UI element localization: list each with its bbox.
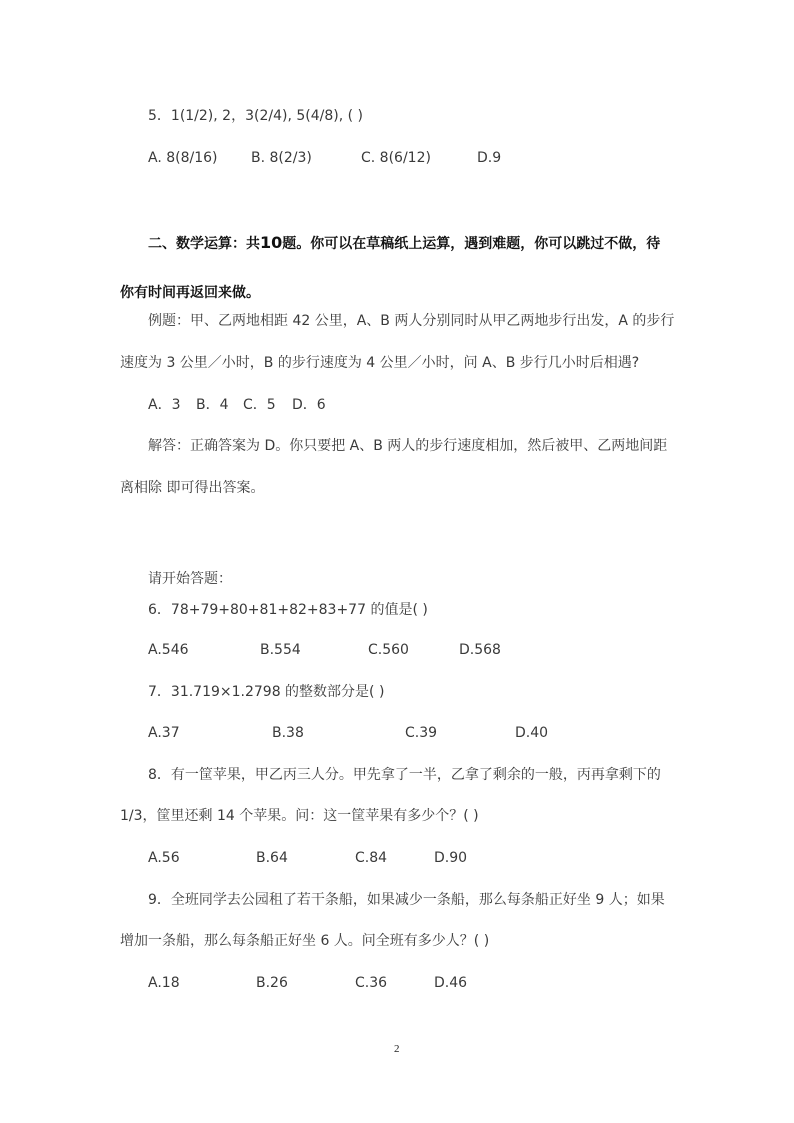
q6-option-c: C.560	[368, 642, 409, 658]
example-answer-line1: 解答：正确答案为 D。你只要把 A、B 两人的步行速度相加，然后被甲、乙两地间距	[148, 438, 668, 454]
q8-line1: 8．有一筐苹果，甲乙丙三人分。甲先拿了一半，乙拿了剩余的一般，丙再拿剩下的	[148, 767, 661, 783]
q5-option-b: B. 8(2/3)	[251, 150, 312, 166]
heading-post: 题。你可以在草稿纸上运算，遇到难题，你可以跳过不做，待	[282, 236, 661, 252]
heading-pre: 二、数学运算：共	[148, 236, 260, 252]
q8-option-b: B.64	[256, 850, 288, 866]
example-line1: 例题：甲、乙两地相距 42 公里，A、B 两人分别同时从甲乙两地步行出发，A 的步行	[148, 313, 675, 329]
section-heading-line2: 你有时间再返回来做。	[120, 285, 260, 301]
q9-line2: 增加一条船，那么每条船正好坐 6 人。问全班有多少人？( )	[120, 933, 490, 949]
q7-option-b: B.38	[272, 725, 304, 741]
q9-option-c: C.36	[355, 975, 388, 991]
q5-stem: 5．1(1/2), 2，3(2/4), 5(4/8), ( )	[148, 108, 363, 124]
q6-option-a: A.546	[148, 642, 189, 658]
section-heading	[148, 234, 660, 253]
q9-option-d: D.46	[434, 975, 468, 991]
q6-option-b: B.554	[260, 642, 301, 658]
example-option-d: D．6	[292, 397, 326, 413]
q8-option-c: C.84	[355, 850, 388, 866]
q7-stem: 7．31.719×1.2798 的整数部分是( )	[148, 684, 385, 700]
example-option-a: A．3	[148, 397, 181, 413]
q5-option-a: A. 8(8/16)	[148, 150, 218, 166]
q8-option-a: A.56	[148, 850, 180, 866]
example-answer-line2: 离相除 即可得出答案。	[120, 480, 265, 496]
q7-option-a: A.37	[148, 725, 180, 741]
q7-option-c: C.39	[405, 725, 438, 741]
example-line2: 速度为 3 公里／小时，B 的步行速度为 4 公里／小时，问 A、B 步行几小时后相遇?	[120, 355, 640, 371]
q9-option-a: A.18	[148, 975, 180, 991]
q9-option-b: B.26	[256, 975, 288, 991]
q7-option-d: D.40	[515, 725, 549, 741]
q8-option-d: D.90	[434, 850, 468, 866]
q5-option-d: D.9	[477, 150, 502, 166]
heading-num: 10	[260, 233, 283, 252]
q9-line1: 9．全班同学去公园租了若干条船，如果减少一条船，那么每条船正好坐 9 人；如果	[148, 892, 665, 908]
q6-option-d: D.568	[459, 642, 501, 658]
example-option-b: B．4	[196, 397, 229, 413]
start-prompt: 请开始答题：	[148, 571, 232, 587]
page-number: 2	[394, 1043, 400, 1055]
q6-stem: 6．78+79+80+81+82+83+77 的值是( )	[148, 602, 428, 618]
q5-option-c: C. 8(6/12)	[361, 150, 431, 166]
example-option-c: C．5	[243, 397, 276, 413]
q8-line2: 1/3，筐里还剩 14 个苹果。问：这一筐苹果有多少个？( )	[120, 808, 479, 824]
